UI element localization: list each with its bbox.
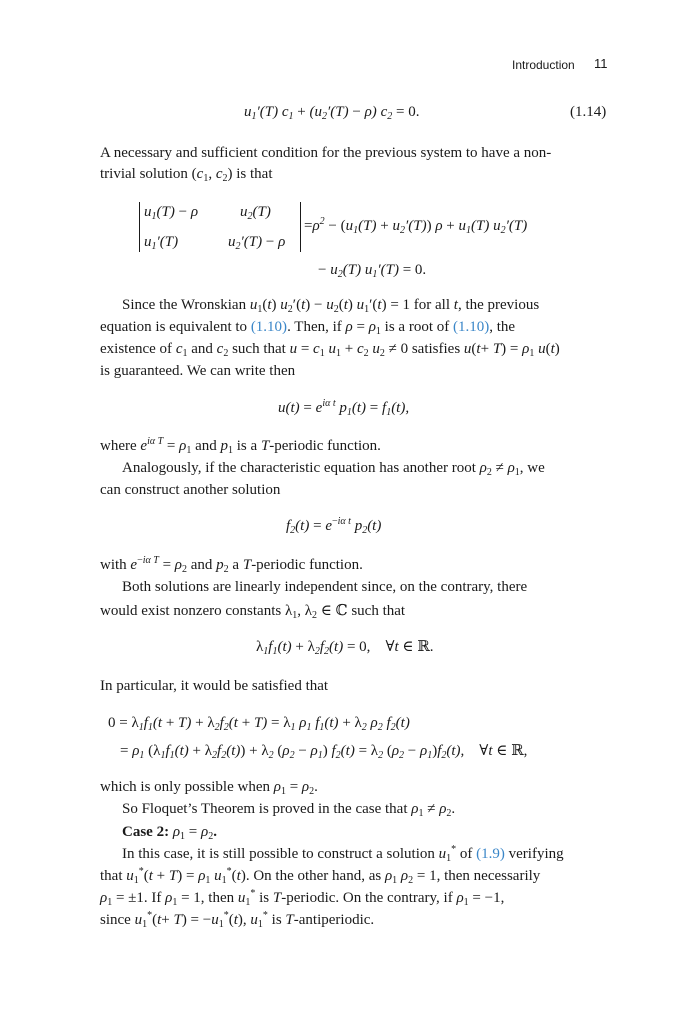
para5-line1: In particular, it would be satisfied that: [100, 678, 329, 694]
determinant-right-bar: [300, 202, 301, 252]
para2-line4: is guaranteed. We can write then: [100, 363, 296, 379]
equation-1-14: $u_1'(T) c_1 + (u_2'(T) - \rho) c_2 = 0$.: [244, 104, 420, 122]
ref-eq-1-10-b[interactable]: (1.10): [452, 319, 490, 335]
equation-label-1-14: (1.14): [570, 104, 607, 120]
para2-line1: Since the Wronskian $u_1(t) u_2'(t) - u_2(t) u_1'(t) = 1$ for all t, the previous: [122, 297, 540, 315]
equation-lambda: $\lambda_1f_1(t) + \lambda_2f_2(t) = 0$, ∀t ∈ ℝ.: [256, 639, 434, 657]
equation-zero-line1: $0 = \lambda_1f_1(t + T) + \lambda_2f_2(t + T) = \lambda_1$ $\rho_1$ $f_1(t) + \lambda_2$ $\rho_2$ $f_2(t)$: [108, 715, 410, 733]
para4-line2: Both solutions are linearly independent since, on the contrary, there: [122, 579, 528, 595]
running-header-section: Introduction: [512, 58, 575, 72]
equation-u-t: $u(t) = e^{i\alpha t}$ $p_1(t) = f_1(t)$,: [278, 398, 410, 418]
para6-line2: So Floquet’s Theorem is proved in the case that $\rho_1 \ne \rho_2$.: [122, 801, 456, 819]
equation-zero-line2: = $\rho_1$ $(\lambda_1f_1(t) + \lambda_2f_2(t)) + \lambda_2$ $(\rho_2 - \rho_1) f_2(t) = \lambda_2$ $(\rho_2 - \rho_1)f_2(t)$, ∀t ∈ ℝ,: [120, 743, 528, 761]
para1-line2: trivial solution ($c_1$, $c_2$) is that: [100, 166, 273, 184]
para2-line2: equation is equivalent to (1.10). Then, if $\rho = \rho_1$ is a root of (1.10), the: [100, 319, 516, 337]
para6-line3: In this case, it is still possible to construct a solution $u_1^*$ of (1.9) verifying: [122, 844, 564, 864]
characteristic-equation-rhs: $=\rho^2 - (u_1(T) + u_2'(T)) \rho + u_1(T)$ $u_2'(T)$: [304, 216, 528, 236]
equation-f2: $f_2(t) = e^{-i\alpha t}$ $p_2(t)$: [286, 516, 382, 536]
para4-line3: would exist nonzero constants $\lambda_1$, $\lambda_2$ ∈ ℂ such that: [100, 603, 406, 621]
determinant-left-bar: [139, 202, 140, 252]
para3-line2: Analogously, if the characteristic equation has another root $\rho_2 \ne \rho_1$, we: [122, 460, 545, 478]
characteristic-equation-rhs-2: − $u_2(T) u_1'(T) = 0$.: [318, 262, 427, 280]
para6-line5: $\rho_1 = \pm 1$. If $\rho_1 = 1$, then $u_1^*$ is T-periodic. On the contrary, if $\rho_1 = -1$,: [100, 888, 505, 908]
ref-eq-1-9[interactable]: (1.9): [476, 846, 505, 862]
para6-line4: that $u_1^*(t + T) = \rho_1$ $u_1^*(t)$. On the other hand, as $\rho_1$ $\rho_2 = 1$, then necessarily: [100, 866, 541, 886]
para3-line1: where $e^{i\alpha T} = \rho_1$ and $p_1$ is a T-periodic function.: [100, 436, 381, 456]
det-cell-11: $u_1(T) - \rho$: [144, 204, 199, 222]
ref-eq-1-10[interactable]: (1.10): [250, 319, 288, 335]
det-cell-21: $u_1'(T)$: [144, 234, 179, 252]
para1-line1: A necessary and sufficient condition for the previous system to have a non-: [100, 145, 552, 161]
para3-line3: can construct another solution: [100, 482, 281, 498]
det-cell-12: $u_2(T)$: [240, 204, 271, 222]
page-number: 11: [594, 56, 608, 71]
para6-line1: which is only possible when $\rho_1 = \rho_2$.: [100, 779, 318, 797]
para6-line6: since $u_1^*(t+ T) = -u_1^*(t)$, $u_1^*$ is T-antiperiodic.: [100, 910, 375, 930]
para2-line3: existence of $c_1$ and $c_2$ such that $u = c_1$ $u_1 + c_2$ $u_2 \ne 0$ satisfies $u(t+ T) = \rho_1$ u(t): [100, 341, 560, 359]
case-2-heading: Case 2: $\rho_1 = \rho_2$.: [122, 824, 217, 842]
para4-line1: with $e^{-i\alpha T} = \rho_2$ and $p_2$ a T-periodic function.: [100, 555, 363, 575]
det-cell-22: $u_2'(T) - \rho$: [228, 234, 286, 252]
